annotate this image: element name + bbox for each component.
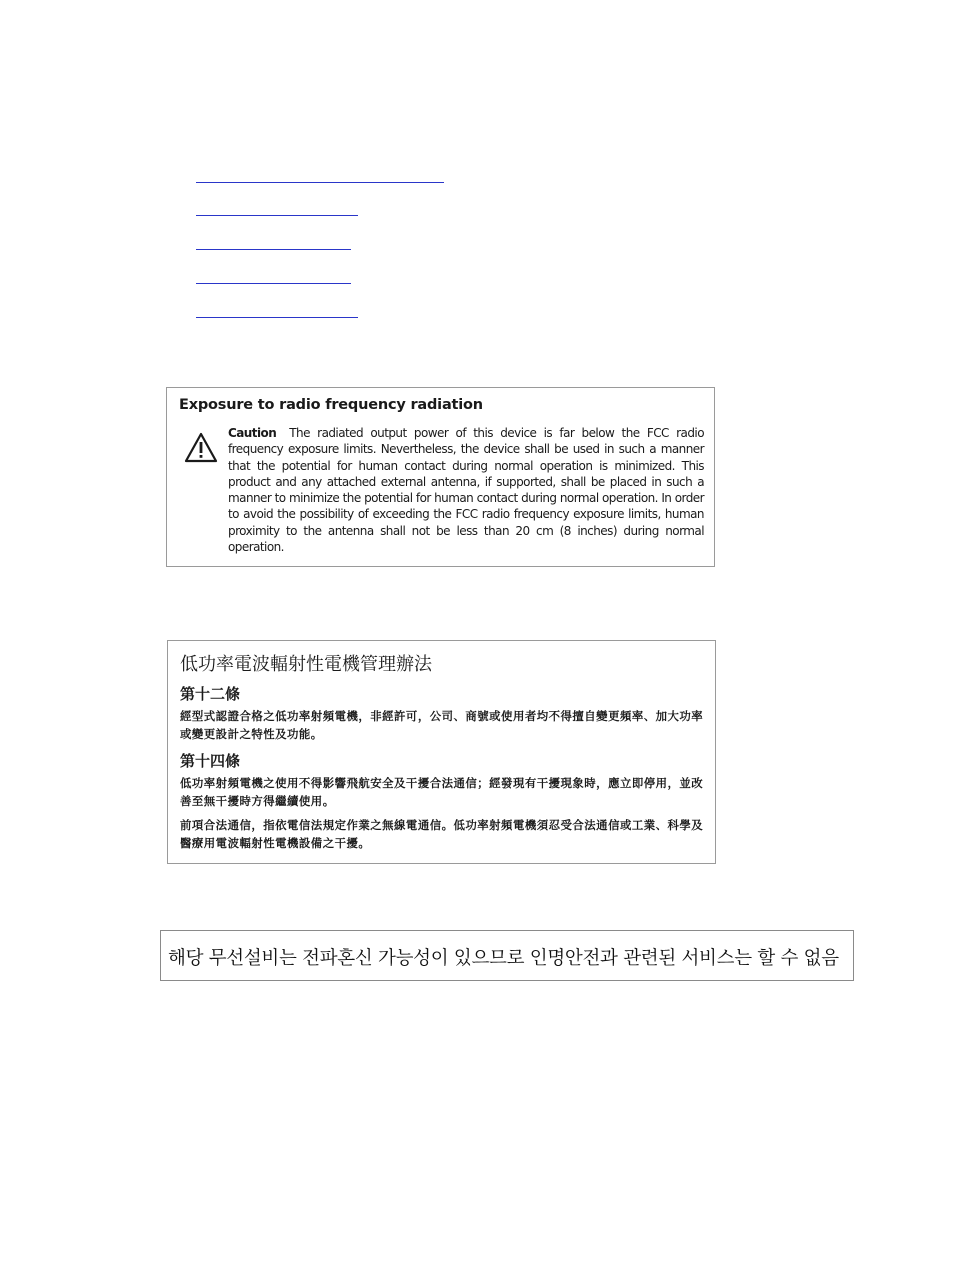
caution-label: Caution [228, 426, 277, 440]
article-12-text: 經型式認證合格之低功率射頻電機，非經許可，公司、商號或使用者均不得擅自變更頻率、加大功率或變更設計之特性及功能。 [180, 709, 704, 741]
link-1[interactable] [196, 182, 444, 183]
article-12-heading: 第十二條 [180, 685, 241, 703]
link-2[interactable] [196, 215, 358, 216]
article-14-text-1: 低功率射頻電機之使用不得影響飛航安全及干擾合法通信；經發現有干擾現象時，應立即停用，並改善至無干擾時方得繼續使用。 [180, 776, 704, 808]
rf-notice-title: Exposure to radio frequency radiation [179, 397, 483, 413]
link-5[interactable] [196, 317, 358, 318]
taiwan-notice-title: 低功率電波輻射性電機管理辦法 [180, 654, 432, 675]
korea-notice [160, 930, 854, 981]
rf-exposure-notice [166, 387, 715, 567]
warning-triangle-icon [184, 432, 218, 464]
korea-notice-text: 해당 무선설비는 전파혼신 가능성이 있으므로 인명안전과 관련된 서비스는 할 수 없음 [168, 948, 839, 969]
taiwan-ncc-notice [167, 640, 716, 864]
article-14-text-2: 前項合法通信，指依電信法規定作業之無線電通信。低功率射頻電機須忍受合法通信或工業、科學及醫療用電波輻射性電機設備之干擾。 [180, 818, 704, 850]
rf-notice-body [228, 425, 704, 555]
link-3[interactable] [196, 249, 351, 250]
caution-text: The radiated output power of this device is far below the FCC radio frequency exposure limits. Nevertheless, the device shall be used in such a manner that the potential for human contact during normal operation is minimized. This product and any attached external antenna, if supported, shall be placed in such a manner to minimize the potential for human contact during normal operation. In order to avoid the possibility of exceeding the FCC radio frequency exposure limits, human proximity to the antenna shall not be less than 20 cm (8 inches) during normal operation. [228, 426, 704, 555]
link-4[interactable] [196, 283, 351, 284]
article-14-heading: 第十四條 [180, 752, 241, 770]
